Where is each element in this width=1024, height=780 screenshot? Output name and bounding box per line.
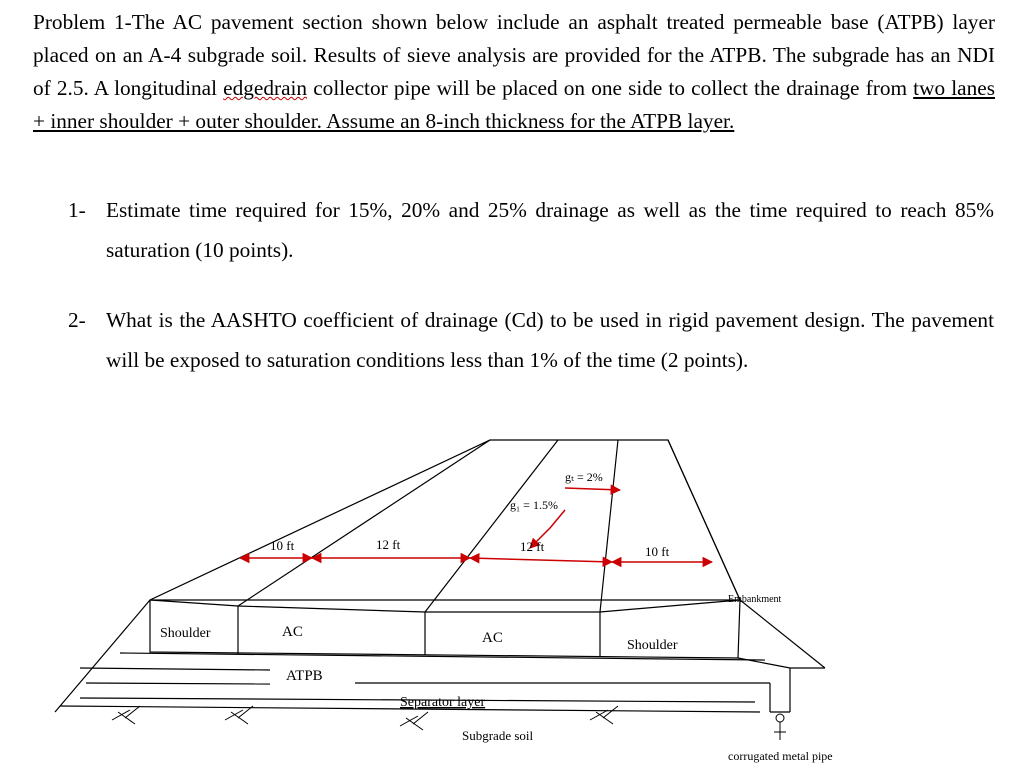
dim-arrow-3 xyxy=(470,558,612,562)
question-1-text: Estimate time required for 15%, 20% and 25% drainage as well as the time required to reach 85% saturation (10 points). xyxy=(106,198,994,262)
problem-underlined: two lanes + inner shoulder + outer shoulder. Assume an 8-inch thickness for the ATPB layer. xyxy=(33,76,995,133)
edgedrain-term: edgedrain xyxy=(223,76,308,100)
label-embankment: Embankment xyxy=(728,594,782,605)
question-2-text: What is the AASHTO coefficient of drainage (Cd) to be used in rigid pavement design. The pavement will be exposed to saturation conditions less than 1% of the time (2 points). xyxy=(106,308,994,372)
label-ac-2: AC xyxy=(482,630,503,646)
problem-prefix: Problem 1-The AC pavement section shown below include an asphalt treated permeable base (ATPB) layer placed on an A-4 subgrade soil. Results of sieve analysis are provided for the ATPB. The subgrade has an NDI of 2.5. A longitudinal xyxy=(33,10,995,100)
label-atpb: ATPB xyxy=(286,668,323,684)
slope-arrow-gt xyxy=(565,488,620,490)
label-shoulder-left: Shoulder xyxy=(160,626,211,641)
slope-label-g1: g₁ = 1.5% xyxy=(510,498,558,512)
question-2-number: 2- xyxy=(68,308,86,332)
label-shoulder-right: Shoulder xyxy=(627,638,678,653)
question-1-number: 1- xyxy=(68,198,86,222)
label-separator-layer: Separator layer xyxy=(400,695,486,710)
dimension-arrows xyxy=(240,488,712,562)
pavement-outline xyxy=(55,440,825,712)
dim-label-1: 10 ft xyxy=(270,538,295,553)
label-subgrade-soil: Subgrade soil xyxy=(462,728,534,743)
diagram-labels xyxy=(160,470,833,763)
dim-label-2: 12 ft xyxy=(376,537,401,552)
label-ac-1: AC xyxy=(282,624,303,640)
label-pipe: corrugated metal pipe xyxy=(728,749,833,763)
problem-middle: collector pipe will be placed on one side to collect the drainage from xyxy=(307,76,914,100)
dim-label-4: 10 ft xyxy=(645,544,670,559)
dim-label-3: 12 ft xyxy=(520,539,545,554)
pipe-icon xyxy=(774,714,786,740)
slope-label-gt: gₜ = 2% xyxy=(565,470,603,484)
